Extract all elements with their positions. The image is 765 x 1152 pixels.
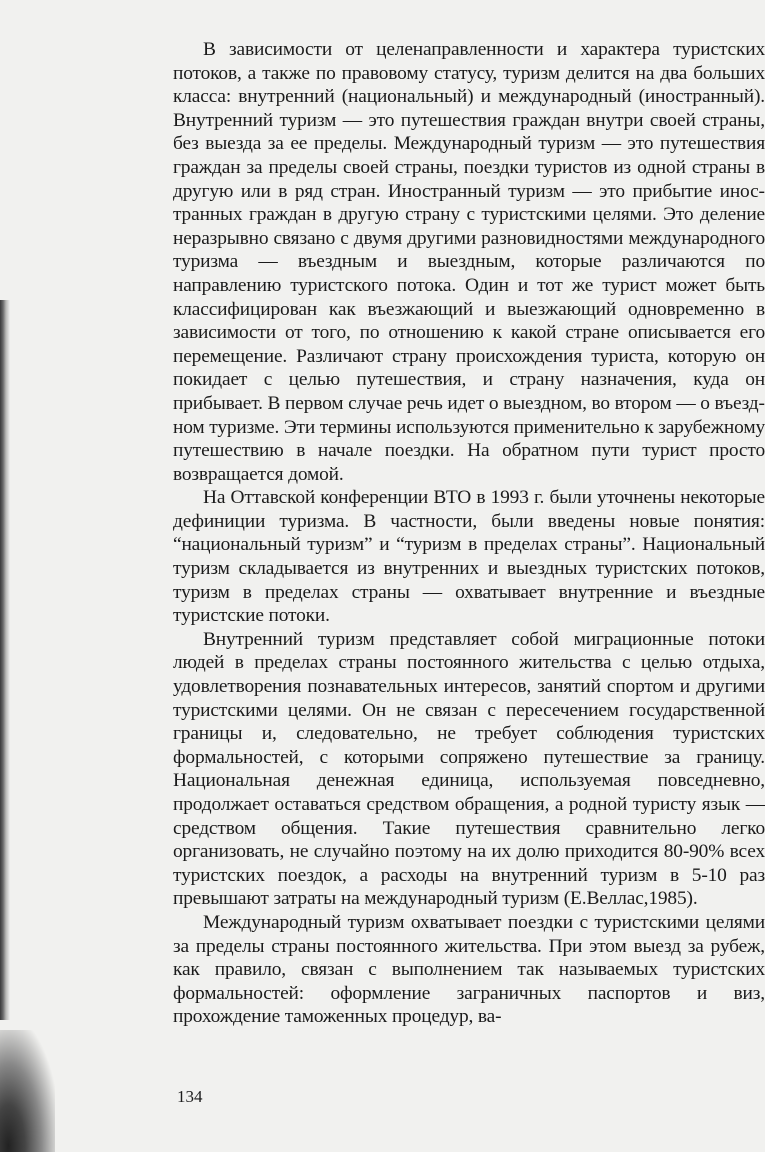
corner-shadow — [0, 1030, 55, 1152]
paragraph-tourism-classes: В зависимости от целенаправленности и характера туристских потоков, а также по правовому статусу, туризм делится на два больших класса: внутренний (национальный) и международный (иностранный). Внутренний туризм — это путешествия граждан внутри своей страны, без выезда за ее пределы. Международный туризм — это путешествия граждан за пределы своей страны, поездки туристов из одной страны в другую или в ряд стран. Иностранный туризм — это прибытие иностранных граждан в другую страну с туристскими целями. Это деление неразрывно связано с двумя другими разновидностями международного туризма — въездным и выездным, которые различаются по направлению туристского потока. Один и тот же турист может быть классифицирован как въезжающий и выезжающий одновременно в зависимости от того, по отношению к какой стране описывается его перемещение. Различают страну происхождения туриста, которую он покидает с целью путешествия, и страну назначения, куда он прибывает. В первом случае речь идет о выездном, во втором — о въездном туризме. Эти термины используются применительно к зарубежному путешествию в начале поездки. На обратном пути турист просто возвращается домой. — [173, 39, 765, 485]
text-block — [173, 38, 765, 1029]
spine-shadow — [0, 300, 10, 1020]
paragraph-ottawa-conference: На Оттавской конференции ВТО в 1993 г. были уточнены некоторые дефиниции туризма. В частности, были введены новые понятия: “национальный туризм” и “туризм в пределах страны”. Национальный туризм складывается из внутренних и выездных туристских потоков, туризм в пределах страны — охватывает внутренние и въездные туристские потоки. — [173, 487, 765, 627]
paragraph-international-tourism: Международный туризм охватывает поездки с туристскими целями за пределы страны постоянного жительства. При этом выезд за рубеж, как правило, связан с выполнением так называемых туристских формальностей: оформление заграничных паспортов и виз, прохождение таможенных процедур, ва- — [173, 911, 765, 1028]
page-number: 134 — [177, 1087, 203, 1106]
paragraph-domestic-tourism: Внутренний туризм представляет собой миграционные потоки людей в пределах страны постоянного жительства с целью отдыха, удовлетворения познавательных интересов, занятий спортом и другими туристскими целями. Он не связан с пересечением государственной границы и, следовательно, не требует соблюдения туристских формальностей, с которыми сопряжено путешествие за границу. Национальная денежная единица, используемая повседневно, продолжает оставаться средством обращения, а родной туристу язык — средством общения. Такие путешествия сравнительно легко организовать, не случайно поэтому на их долю приходится 80-90% всех туристских поездок, а расходы на внутренний туризм в 5-10 раз превышают затраты на международный туризм (Е.Веллас,1985). — [173, 628, 765, 910]
